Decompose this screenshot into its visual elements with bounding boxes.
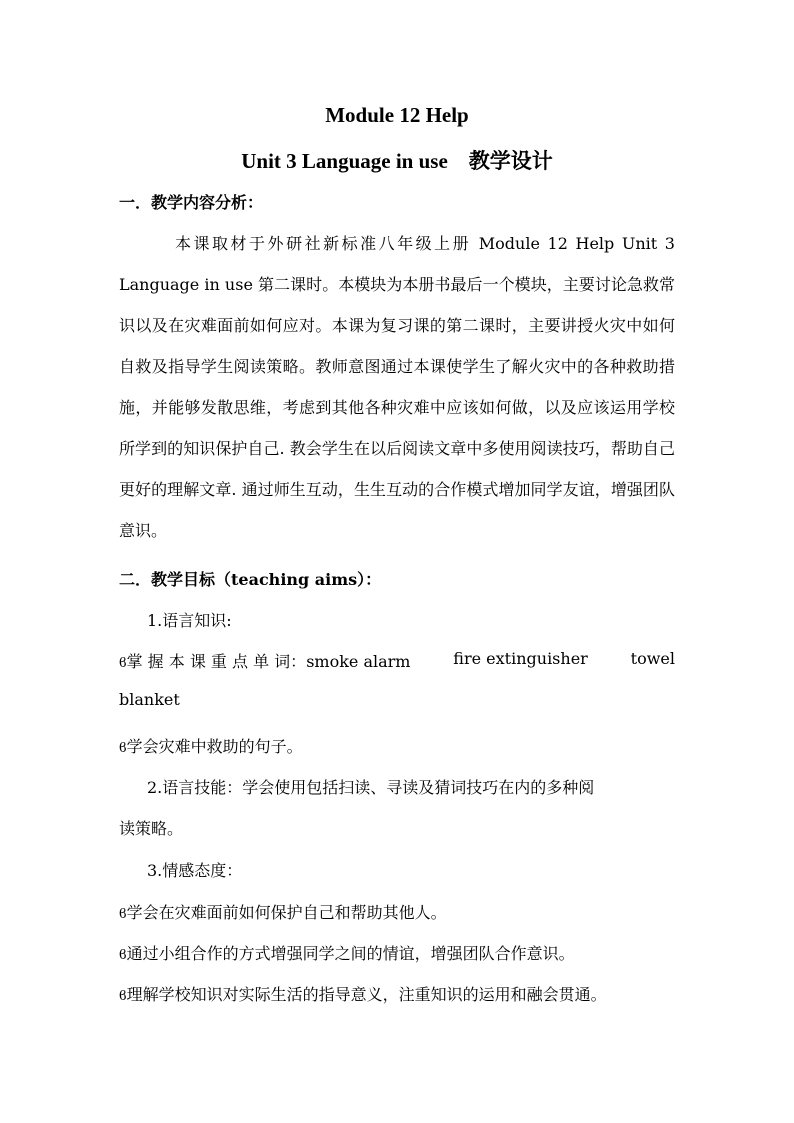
section-1-paragraph (119, 223, 675, 551)
aim-3-point (119, 900, 675, 923)
vocab-intro (119, 649, 410, 672)
aim-3-point-text: 通过小组合作的方式增强同学之间的情谊，增强团队合作意识。 (126, 944, 575, 963)
vocab-list (119, 649, 675, 672)
aim-1-point-2 (119, 734, 675, 757)
bullet-icon: ϐ (119, 907, 127, 922)
content-analysis-text: 本课取材于外研社新标准八年级上册 Module 12 Help Unit 3 Language in use 第二课时。本模块为本册书最后一个模块，主要讨论急救常识以及在灾难面前如何应对。本课为复习课的第二课时，主要讲授火灾中如何自救及指导学生阅读策略。教师意图通过本课使学生了解火灾中的各种救助措施，并能够发散思维，考虑到其他各种灾难中应该如何做，以及应该运用学校所学到的知识保护自己. 教会学生在以后阅读文章中多使用阅读技巧，帮助自己更好的理解文章. 通过师生互动，生生互动的合作模式增加同学友谊，增强团队意识。 (119, 234, 675, 540)
section-1-heading: 一．教学内容分析： (119, 193, 264, 212)
aim-2-text-rest: 读策略。 (119, 819, 184, 838)
document-title: Module 12 Help (325, 103, 469, 127)
section-2-heading: 二．教学目标（teaching aims）： (119, 570, 382, 589)
vocab-word: towel (630, 649, 675, 668)
vocab-word-cont: blanket (119, 690, 180, 709)
vocab-intro-text: 掌 握 本 课 重 点 单 词： (126, 652, 307, 671)
vocab-word: smoke alarm (306, 652, 411, 671)
aim-3-point-text: 学会在灾难面前如何保护自己和帮助其他人。 (126, 903, 447, 922)
aim-3-point (119, 941, 675, 964)
aim-3-point (119, 982, 675, 1005)
aim-1-point-2-text: 学会灾难中救助的句子。 (126, 737, 303, 756)
bullet-icon: ϐ (119, 989, 127, 1004)
document-subtitle: Unit 3 Language in use 教学设计 (241, 149, 553, 173)
bullet-icon: ϐ (119, 948, 127, 963)
vocab-line (119, 649, 675, 672)
vocab-word: fire extinguisher (453, 649, 588, 668)
aim-2-text-first: 2.语言技能：学会使用包括扫读、寻读及猜词技巧在内的多种阅 (147, 778, 595, 797)
aim-3-point-text: 理解学校知识对实际生活的指导意义，注重知识的运用和融会贯通。 (126, 985, 607, 1004)
bullet-icon: ϐ (119, 656, 127, 671)
aim-3-label: 3.情感态度： (147, 861, 243, 880)
aim-1-label: 1.语言知识: (147, 611, 232, 630)
bullet-icon: ϐ (119, 741, 127, 756)
